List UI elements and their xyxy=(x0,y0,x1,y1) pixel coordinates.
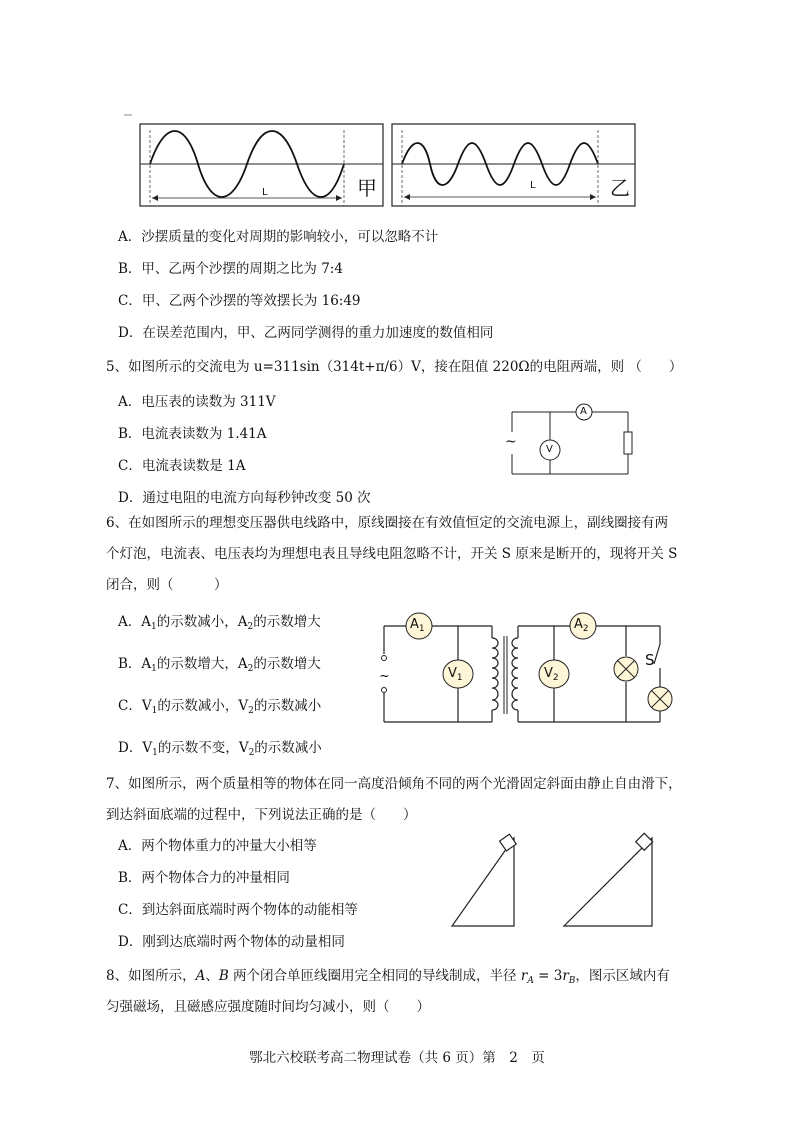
q7-stem-line1: 7、如图所示，两个质量相等的物体在同一高度沿倾角不同的两个光滑固定斜面由静止自由滑下， xyxy=(106,776,682,792)
length-label-left: L xyxy=(262,187,268,198)
block-right-icon xyxy=(636,833,653,850)
q6-v1-label: $V_1$ xyxy=(448,666,463,683)
q4-option-a[interactable]: A．沙摆质量的变化对周期的影响较小，可以忽略不计 xyxy=(118,229,439,245)
q6-stem-line2: 个灯泡，电流表、电压表均为理想电表且导线电阻忽略不计，开关 S 原来是断开的，现将开关 S xyxy=(106,546,678,562)
q7-option-b[interactable]: B．两个物体合力的冲量相同 xyxy=(118,870,290,886)
q4-option-b[interactable]: B．甲、乙两个沙摆的周期之比为 7:4 xyxy=(118,261,343,277)
secondary-coil xyxy=(512,638,518,710)
pendulum-figure xyxy=(0,100,794,210)
q6-a1-label: $A_1$ xyxy=(410,617,425,634)
q8-stem-line2: 匀强磁场，且磁感应强度随时间均匀减小，则（ ） xyxy=(106,999,430,1015)
incline-left xyxy=(452,838,514,926)
incline-right xyxy=(564,838,652,926)
q5-ammeter-label: A xyxy=(580,406,587,417)
q7-option-c[interactable]: C．到达斜面底端时两个物体的动能相等 xyxy=(118,902,358,918)
q5-option-a[interactable]: A．电压表的读数为 311V xyxy=(118,394,276,410)
q5-stem: 5、如图所示的交流电为 u=311sin（314t+π/6）V，接在阻值 220Ω的电阻两端，则 （ ） xyxy=(106,359,683,375)
q6-option-c[interactable]: C．$V_1$的示数减小，$V_2$的示数减小 xyxy=(118,698,322,716)
figure-label-jia: 甲 xyxy=(357,176,377,200)
q5-option-b[interactable]: B．电流表读数为 1.41A xyxy=(118,426,267,442)
length-label-right: L xyxy=(530,180,536,191)
q8-stem-line1: 8、如图所示，A、B 两个闭合单匝线圈用完全相同的导线制成，半径 $r_A = 3r_B$，图示区域内有 xyxy=(106,968,670,986)
resistor-icon xyxy=(624,432,632,454)
q6-option-a[interactable]: A．$A_1$的示数减小，$A_2$的示数增大 xyxy=(118,614,321,632)
q5-voltmeter-label: V xyxy=(546,444,553,455)
q6-option-d[interactable]: D．$V_1$的示数不变，$V_2$的示数减小 xyxy=(118,740,322,758)
q7-option-a[interactable]: A．两个物体重力的冲量大小相等 xyxy=(118,838,317,854)
q6-source-symbol: ~ xyxy=(379,669,390,684)
q7-stem-line2: 到达斜面底端的过程中，下列说法正确的是（ ） xyxy=(106,807,417,823)
q5-option-d[interactable]: D．通过电阻的电流方向每秒钟改变 50 次 xyxy=(118,490,371,506)
q6-v2-label: $V_2$ xyxy=(544,666,559,683)
q5-option-c[interactable]: C．电流表读数是 1A xyxy=(118,458,246,474)
q4-option-d[interactable]: D．在误差范围内，甲、乙两同学测得的重力加速度的数值相同 xyxy=(118,325,494,341)
figure-label-yi: 乙 xyxy=(610,176,630,200)
q7-inclines-figure xyxy=(448,832,708,932)
q6-stem-line1: 6、在如图所示的理想变压器供电线路中，原线圈接在有效值恒定的交流电源上，副线圈接有两 xyxy=(106,515,669,531)
q6-option-b[interactable]: B．$A_1$的示数增大，$A_2$的示数增大 xyxy=(118,656,321,674)
q6-a2-label: $A_2$ xyxy=(574,617,589,634)
q4-option-c[interactable]: C．甲、乙两个沙摆的等效摆长为 16:49 xyxy=(118,293,361,309)
q7-option-d[interactable]: D．刚到达底端时两个物体的动量相同 xyxy=(118,934,345,950)
page-footer: 鄂北六校联考高二物理试卷（共 6 页）第 2 页 xyxy=(249,1050,545,1066)
primary-coil xyxy=(492,638,498,710)
q6-transformer-circuit xyxy=(380,610,680,730)
q5-source-symbol: ~ xyxy=(505,434,517,450)
q6-stem-line3: 闭合，则（ ） xyxy=(106,577,228,593)
switch-s-icon xyxy=(654,644,660,664)
q6-switch-label: S xyxy=(645,651,655,669)
